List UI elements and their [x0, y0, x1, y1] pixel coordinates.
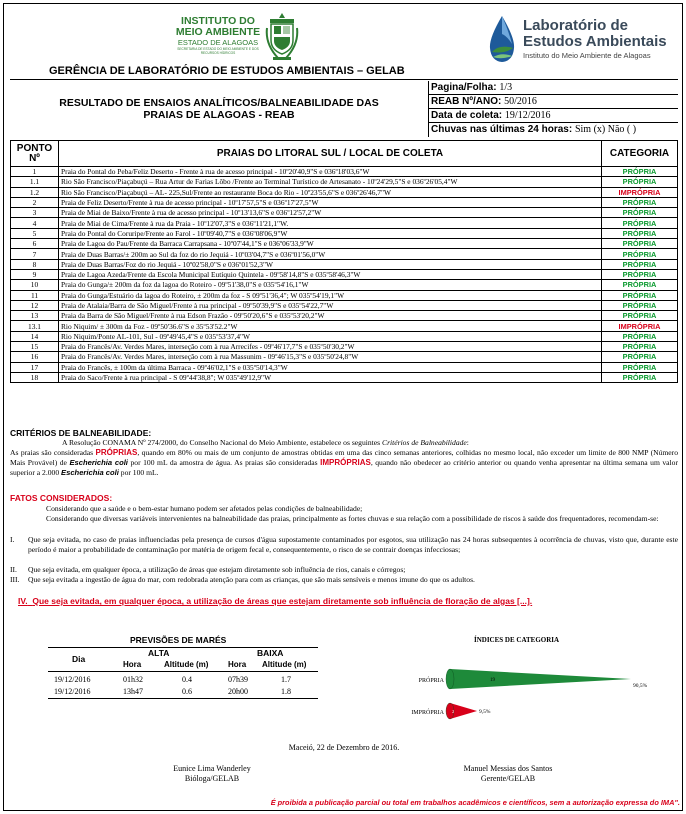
category-value-label: 2: [452, 709, 455, 714]
item-ii-text: Que seja evitada, em qualquer época, a utilização de áreas que estejam diretamente sob influência de rios, canais e córregos;: [28, 565, 406, 574]
meta-data: Data de coleta: 19/12/2016: [429, 109, 678, 123]
ponto-local: Praia do Pontal do Peba/Feliz Deserto - Frente à rua de acesso principal - 10º20'40,9"S e 036º18'03,6"W: [59, 167, 602, 177]
ponto-categoria: PRÓPRIA: [602, 331, 678, 341]
tide-baixa-header: BAIXA: [257, 648, 284, 658]
criterios-body: As praias são consideradas PRÓPRIAS, quando em 80% ou mais de um conjunto de amostras obtidas em uma das cinco semanas anteriores, colhidas no mesmo local, não exceder um limite de 800 NMP (Número Mais Provável) de Escherichia coli por 100 mL da amostra de água. As praias são consideradas IMPRÓPRIAS, quando não obedecer ao critério anterior ou quando venha apresentar na última semana um valor superior a 2.000 Escherichia coli por 100 mL.: [10, 448, 678, 477]
meta-reab: REAB Nº/ANO: 50/2016: [429, 95, 678, 109]
ima-name-line2: MEIO AMBIENTE: [175, 26, 261, 38]
fato-2: Considerando que diversas variáveis intervenientes na balneabilidade das praias, principalmente as fortes chuvas e sua relação com a possibilidade de riscos à saúde dos frequentadores, recomendam-se:: [46, 514, 659, 523]
item-i-num: I.: [10, 535, 15, 544]
item-iv-text: Que seja evitada, em qualquer época, a utilização de áreas que estejam diretamente sob influência de floração de algas [...].: [32, 596, 533, 606]
table-row: [11, 362, 678, 372]
ponto-number: 6: [11, 239, 59, 249]
ponto-local: Praia de Duas Barras/± 200m ao Sul da foz do rio Jequiá - 10º03'04,7"S e 036º01'56,0"W: [59, 249, 602, 259]
ponto-local: Praia de Atalaia/Barra de São Miguel/Frente à rua principal - 09º50'39,9"S e 035º54'22,7"W: [59, 300, 602, 310]
report-page: INSTITUTO DO MEIO AMBIENTE ESTADO DE ALAGOAS SECRETARIA DE ESTADO DO MEIO AMBIENTE E DOS RECURSOS HÍDRICOS Laboratório de Estudos Ambientais Instituto do Meio Ambiente de Alagoas GERÊNCIA DE LABORATÓRIO DE ESTUDOS AMBIENTAIS – GELAB RESULTADO DE ENSAIOS ANALÍTICOS/BALNEABILIDADE DAS PRAIAS DE ALAGOAS - REAB Pagina/Folha: 1/3 REAB Nº/ANO: 50/2016 Data de coleta: 19/12/2016 Chuvas nas últimas 24 horas: Sim (x) Não ( ) PONTO Nº PRAIAS DO LITORAL SUL / LOCAL DE COLETA CATEGORIA 1 Praia do Pontal do Peba/Feliz Deserto - Frente à rua de acesso principal - 10º20'40,9"S e 036º18'03,6"W PRÓPRIA 1.1 Rio São Francisco/Piaçabuçú – Rua Artur de Farias Lôbo /Frente ao Terminal Turístico de Artesanato - 10º24'29,5"S e 036º26'05,4"W PRÓPRIA 1.2 Rio São Francisco/Piaçabuçú – AL- 225,Sul/Frente ao restaurante Boca do Rio - 10º23'55,6"S e 036º26'46,7"W IMPRÓPRIA 2 Praia de Feliz Deserto/Frente à rua de acesso principal - 10º17'57,5"S e 036º17'27,5"W PRÓPRIA 3 Praia de Miai de Baixo/Frente à rua de acesso principal - 10º13'13,6"S e 036º12'57,2"W PRÓPRIA 4 Praia de Miai de Cima/Frente à rua da Praia - 10º12'07,3"S e 036º11'21,1"W. PRÓPRIA 5 Praia do Pontal do Coruripe/Frente ao Farol - 10º09'40,7"S e 036º08'06,9"W PRÓPRIA 6 Praia de Lagoa do Pau/Frente da Barraca Carrapsana - 10º07'44,1"S e 036º06'33,9"W PRÓPRIA 7 Praia de Duas Barras/± 200m ao Sul da foz do rio Jequiá - 10º03'04,7"S e 036º01'56,0"W PRÓPRIA 8 Praia de Duas Barras/Foz do rio Jequiá - 10º02'58,0"S e 036º01'52,3"W PRÓPRIA 9 Praia de Lagoa Azeda/Frente da Escola Municipal Eutíquio Quintela - 09º58'14,8"S e 035º58'46,3"W PRÓPRIA 10 Praia do Gunga/± 200m da foz da lagoa do Roteiro - 09º51'38,0"S e 035º54'16,1"W PRÓPRIA 11 Praia do Gunga/Estuário da lagoa do Roteiro, ± 200m da foz - S 09º51'36,4"; W 035º54'19,1"W PRÓPRIA 12 Praia de Atalaia/Barra de São Miguel/Frente à rua principal - 09º50'39,9"S e 035º54'22,7"W PRÓPRIA 13 Praia da Barra de São Miguel/Frente à rua Edson Frazão - 09º50'20,6"S e 035º53'20,2"W PRÓPRIA 13.1 Rio Niquim/ ± 300m da Foz - 09º50'36.6"S e 35º53'52.2"W IMPRÓPRIA 14 Rio Niquim/Ponte AL-101, Sul - 09º49'45,4"S e 035º53'37,4"W PRÓPRIA 15 Praia do Francês/Av. Verdes Mares, interseção com à rua Arrecifes - 09º46'17,7"S e 035º50'30,2"W PRÓPRIA 16 Praia do Francês/Av. Verdes Mares, interseção com à rua Massunim - 09º46'15,3"S e 035º50'24,8"W PRÓPRIA 17 Praia do Francês, ± 100m da última Barraca - 09º46'02,1"S e 035º50'14,3"W PRÓPRIA 18 Praia do Saco/Frente à rua principal - S 09º44'38,8"; W 035º49'12,9"W PRÓPRIA CRITÉRIOS DE BALNEABILIDADE: A Resolução CONAMA Nº 274/2000, do Conselho Nacional do Meio Ambiente, estabelece os seguintes Critérios de Balneabilidade: As praias são consideradas PRÓPRIAS, quando em 80% ou mais de um conjunto de amostras obtidas em uma das cinco semanas anteriores, colhidas no mesmo local, não exceder um limite de 800 NMP (Número Mais Provável) de Escherichia coli por 100 mL da amostra de água. As praias são consideradas IMPRÓPRIAS, quando não obedecer ao critério anterior ou quando venha apresentar na última semana um valor superior a 2.000 Escherichia coli por 100 mL. FATOS CONSIDERADOS: Considerando que a saúde e o bem-estar humano podem ser afetados pelas condições de balneabilidade; Considerando que diversas variáveis intervenientes na balneabilidade das praias, principalmente as fortes chuvas e sua relação com a possibilidade de riscos à saúde dos frequentadores, recomendam-se: I. Que seja evitada, no caso de praias influenciadas pela presença de cursos d'água supostamente contaminados por esgotos, sua utilização nas 24 horas subsequentes à ocorrência de chuvas, visto que, durante este período é maior a probabilidade de contaminação por matéria de origem fecal e, consequentemente, o risco de se contrair doenças infecciosas; II. Que seja evitada, em qualquer época, a utilização de áreas que estejam diretamente sob influência de rios, canais e córregos; III. Que seja evitada a ingestão de água do mar, com redobrada atenção para com as crianças, que são mais sensíveis e menos imune do que os adultos. IV. Que seja evitada, em qualquer época, a utilização de áreas que estejam diretamente sob influência de floração de algas [...]. PREVISÕES DE MARÉS ALTA BAIXA Dia Hora Altitude (m) Hora Altitude (m) 19/12/2016 01h32 0.4 07h39 1.7 19/12/2016 13h47 0.6 20h00 1.8 ÍNDICES DE CATEGORIA PRÓPRIA 19 90,5% IMPRÓPRIA 2 9,5% Maceió, 22 de Dezembro de 2016. Eunice Lima Wanderley Bióloga/GELAB Manuel Messias dos Santos Gerente/GELAB É proibida a publicação parcial ou total em trabalhos acadêmicos e científicos, sem a autorização expressa do IMA".: [3, 3, 683, 811]
criterios-intro: A Resolução CONAMA Nº 274/2000, do Conselho Nacional do Meio Ambiente, estabelece os seguintes Critérios de Balneabilidade:: [62, 438, 469, 447]
ponto-local: Praia de Miai de Baixo/Frente à rua de acesso principal - 10º13'13,6"S e 036º12'57,2"W: [59, 208, 602, 218]
points-table-body: [11, 167, 678, 383]
table-row: [11, 249, 678, 259]
table-row: [11, 239, 678, 249]
ponto-categoria: PRÓPRIA: [602, 372, 678, 382]
lab-subtitle: Instituto do Meio Ambiente de Alagoas: [523, 51, 651, 60]
ponto-number: 11: [11, 290, 59, 300]
lab-name-line1: Laboratório de: [523, 17, 629, 34]
meta-chuvas: Chuvas nas últimas 24 horas: Sim (x) Não ( ): [431, 124, 637, 135]
category-label: IMPRÓPRIA: [411, 710, 444, 716]
ponto-categoria: PRÓPRIA: [602, 167, 678, 177]
ponto-local: Praia do Gunga/Estuário da lagoa do Roteiro, ± 200m da foz - S 09º51'36,4"; W 035º54'19,1"W: [59, 290, 602, 300]
table-row: [11, 300, 678, 310]
ponto-number: 3: [11, 208, 59, 218]
gerencia-title: GERÊNCIA DE LABORATÓRIO DE ESTUDOS AMBIENTAIS – GELAB: [49, 65, 405, 77]
table-row: [11, 218, 678, 228]
ponto-categoria: PRÓPRIA: [602, 269, 678, 279]
ponto-local: Praia do Pontal do Coruripe/Frente ao Farol - 10º09'40,7"S e 036º08'06,9"W: [59, 228, 602, 238]
category-value-label: 19: [490, 678, 495, 683]
ponto-local: Rio São Francisco/Piaçabuçú – AL- 225,Sul/Frente ao restaurante Boca do Rio - 10º23'55,6"S e 036º26'46,7"W: [59, 187, 602, 197]
propria-label: PRÓPRIAS: [95, 448, 138, 457]
table-row: [11, 167, 678, 177]
points-table: [10, 140, 678, 383]
water-drop-icon: [487, 14, 517, 64]
ponto-number: 16: [11, 352, 59, 362]
item-iv: [18, 596, 532, 606]
category-label: PRÓPRIA: [418, 678, 444, 684]
ponto-categoria: PRÓPRIA: [602, 352, 678, 362]
ponto-categoria: PRÓPRIA: [602, 290, 678, 300]
ponto-number: 1.1: [11, 177, 59, 187]
ponto-local: Praia da Barra de São Miguel/Frente à rua Edson Frazão - 09º50'20,6"S e 035º53'20,2"W: [59, 311, 602, 321]
ponto-local: Rio São Francisco/Piaçabuçú – Rua Artur de Farias Lôbo /Frente ao Terminal Turístico de Artesanato - 10º24'29,5"S e 036º26'05,4"W: [59, 177, 602, 187]
ponto-number: 12: [11, 300, 59, 310]
item-ii-num: II.: [10, 565, 17, 574]
ponto-local: Praia do Saco/Frente à rua principal - S 09º44'38,8"; W 035º49'12,9"W: [59, 372, 602, 382]
ponto-categoria: PRÓPRIA: [602, 300, 678, 310]
table-row: [11, 228, 678, 238]
table-row: [11, 331, 678, 341]
ponto-local: Praia de Duas Barras/Foz do rio Jequiá - 10º02'58,0"S e 036º01'52,3"W: [59, 259, 602, 269]
tide-rule-bottom: [48, 698, 318, 699]
ima-secretaria: SECRETARIA DE ESTADO DO MEIO AMBIENTE E DOS RECURSOS HÍDRICOS: [177, 47, 259, 55]
table-row: [11, 187, 678, 197]
result-title-line2: PRAIAS DE ALAGOAS - REAB: [143, 109, 295, 121]
col-praias: PRAIAS DO LITORAL SUL / LOCAL DE COLETA: [59, 141, 602, 167]
chart-title: ÍNDICES DE CATEGORIA: [474, 636, 560, 644]
ponto-categoria: PRÓPRIA: [602, 239, 678, 249]
ima-name-line1: INSTITUTO DO: [181, 15, 255, 27]
item-iii-text: Que seja evitada a ingestão de água do mar, com redobrada atenção para com as crianças, que são mais sensíveis e menos imune do que os adultos.: [28, 575, 475, 584]
ponto-local: Praia de Miai de Cima/Frente à rua da Praia - 10º12'07,3"S e 036º11'21,1"W.: [59, 218, 602, 228]
item-iv-num: IV.: [18, 596, 28, 606]
category-bar-base: [446, 669, 454, 689]
fatos-title: FATOS CONSIDERADOS:: [10, 493, 113, 503]
signature-gerente: Manuel Messias dos Santos Gerente/GELAB: [463, 764, 553, 783]
ponto-number: 5: [11, 228, 59, 238]
table-row: [11, 342, 678, 352]
ponto-categoria: PRÓPRIA: [602, 280, 678, 290]
table-row: [11, 280, 678, 290]
table-header: [11, 141, 678, 167]
item-i-text: Que seja evitada, no caso de praias influenciadas pela presença de cursos d'água supostamente contaminados por esgotos, sua utilização nas 24 horas subsequentes à ocorrência de chuvas, visto que, durante este período é maior a probabilidade de contaminação por matéria de origem fecal e, consequentemente, o risco de se contrair doenças infecciosas;: [28, 535, 678, 554]
ponto-number: 9: [11, 269, 59, 279]
category-bar: [450, 669, 631, 689]
ponto-local: Praia de Feliz Deserto/Frente à rua de acesso principal - 10º17'57,5"S e 036º17'27,5"W: [59, 197, 602, 207]
ponto-local: Rio Niquim/ ± 300m da Foz - 09º50'36.6"S e 35º53'52.2"W: [59, 321, 602, 331]
ponto-number: 1.2: [11, 187, 59, 197]
impropria-label: IMPRÓPRIAS: [320, 458, 371, 467]
table-row: [11, 208, 678, 218]
ponto-categoria: PRÓPRIA: [602, 197, 678, 207]
table-row: [11, 321, 678, 331]
ponto-number: 4: [11, 218, 59, 228]
ponto-number: 10: [11, 280, 59, 290]
ponto-categoria: IMPRÓPRIA: [602, 187, 678, 197]
ponto-number: 13: [11, 311, 59, 321]
ponto-local: Praia do Francês/Av. Verdes Mares, interseção com à rua Arrecifes - 09º46'17,7"S e 035º50'30,2"W: [59, 342, 602, 352]
item-iii-num: III.: [10, 575, 20, 584]
table-row: [11, 352, 678, 362]
category-percent-label: 90,5%: [632, 683, 648, 689]
ponto-number: 8: [11, 259, 59, 269]
col-categoria: CATEGORIA: [602, 141, 678, 167]
report-meta: [428, 81, 678, 137]
ponto-categoria: PRÓPRIA: [602, 342, 678, 352]
ponto-categoria: PRÓPRIA: [602, 208, 678, 218]
table-row: [11, 259, 678, 269]
coat-of-arms-icon: [264, 12, 300, 62]
tide-dia-header: Dia: [72, 654, 86, 664]
ponto-number: 15: [11, 342, 59, 352]
tide-title: PREVISÕES DE MARÉS: [130, 635, 227, 645]
ponto-local: Praia do Gunga/± 200m da foz da lagoa do Roteiro - 09º51'38,0"S e 035º54'16,1"W: [59, 280, 602, 290]
ponto-categoria: PRÓPRIA: [602, 249, 678, 259]
category-percent-label: 9,5%: [479, 709, 491, 715]
ponto-number: 1: [11, 167, 59, 177]
lab-logo: [487, 12, 677, 68]
signature-biologa: Eunice Lima Wanderley Bióloga/GELAB: [173, 764, 251, 783]
ponto-categoria: PRÓPRIA: [602, 362, 678, 372]
tide-hora-alta: Hora: [123, 660, 142, 669]
ponto-categoria: PRÓPRIA: [602, 218, 678, 228]
tide-altitude-alta: Altitude (m): [164, 660, 209, 669]
category-index-chart: [354, 631, 674, 731]
result-title: [10, 97, 428, 121]
table-row: [11, 372, 678, 382]
ponto-categoria: PRÓPRIA: [602, 228, 678, 238]
table-row: [11, 311, 678, 321]
col-ponto: PONTO Nº: [11, 141, 59, 167]
ima-logo: [172, 12, 342, 64]
fato-1: Considerando que a saúde e o bem-estar humano podem ser afetados pelas condições de balneabilidade;: [46, 504, 363, 513]
footer-notice: É proibida a publicação parcial ou total em trabalhos acadêmicos e científicos, sem a autorização expressa do IMA".: [270, 798, 680, 807]
ponto-number: 17: [11, 362, 59, 372]
header-divider: [10, 79, 678, 80]
ima-state: ESTADO DE ALAGOAS: [177, 38, 259, 47]
table-row: [11, 269, 678, 279]
closing-date: Maceió, 22 de Dezembro de 2016.: [288, 743, 400, 752]
result-title-line1: RESULTADO DE ENSAIOS ANALÍTICOS/BALNEABILIDADE DAS: [59, 97, 379, 109]
ponto-local: Praia de Lagoa Azeda/Frente da Escola Municipal Eutíquio Quintela - 09º58'14,8"S e 035º58'46,3"W: [59, 269, 602, 279]
lab-name-line2: Estudos Ambientais: [523, 33, 667, 50]
ponto-number: 7: [11, 249, 59, 259]
table-row: [11, 177, 678, 187]
tide-altitude-baixa: Altitude (m): [262, 660, 307, 669]
criterios-title: CRITÉRIOS DE BALNEABILIDADE:: [10, 428, 152, 438]
ponto-number: 18: [11, 372, 59, 382]
ponto-local: Praia do Francês, ± 100m da última Barraca - 09º46'02,1"S e 035º50'14,3"W: [59, 362, 602, 372]
ponto-categoria: PRÓPRIA: [602, 311, 678, 321]
ponto-number: 14: [11, 331, 59, 341]
table-row: [11, 290, 678, 300]
ponto-local: Rio Niquim/Ponte AL-101, Sul - 09º49'45,4"S e 035º53'37,4"W: [59, 331, 602, 341]
ponto-categoria: IMPRÓPRIA: [602, 321, 678, 331]
tide-rule-mid: [48, 671, 318, 672]
ponto-categoria: PRÓPRIA: [602, 177, 678, 187]
ponto-local: Praia do Francês/Av. Verdes Mares, interseção com à rua Massunim - 09º46'15,3"S e 035º50'24,8"W: [59, 352, 602, 362]
table-row: [11, 197, 678, 207]
meta-pagina: Pagina/Folha: 1/3: [429, 81, 678, 95]
ponto-categoria: PRÓPRIA: [602, 259, 678, 269]
tide-alta-header: ALTA: [148, 648, 170, 658]
ponto-number: 2: [11, 197, 59, 207]
tide-hora-baixa: Hora: [228, 660, 247, 669]
ponto-local: Praia de Lagoa do Pau/Frente da Barraca Carrapsana - 10º07'44,1"S e 036º06'33,9"W: [59, 239, 602, 249]
ponto-number: 13.1: [11, 321, 59, 331]
